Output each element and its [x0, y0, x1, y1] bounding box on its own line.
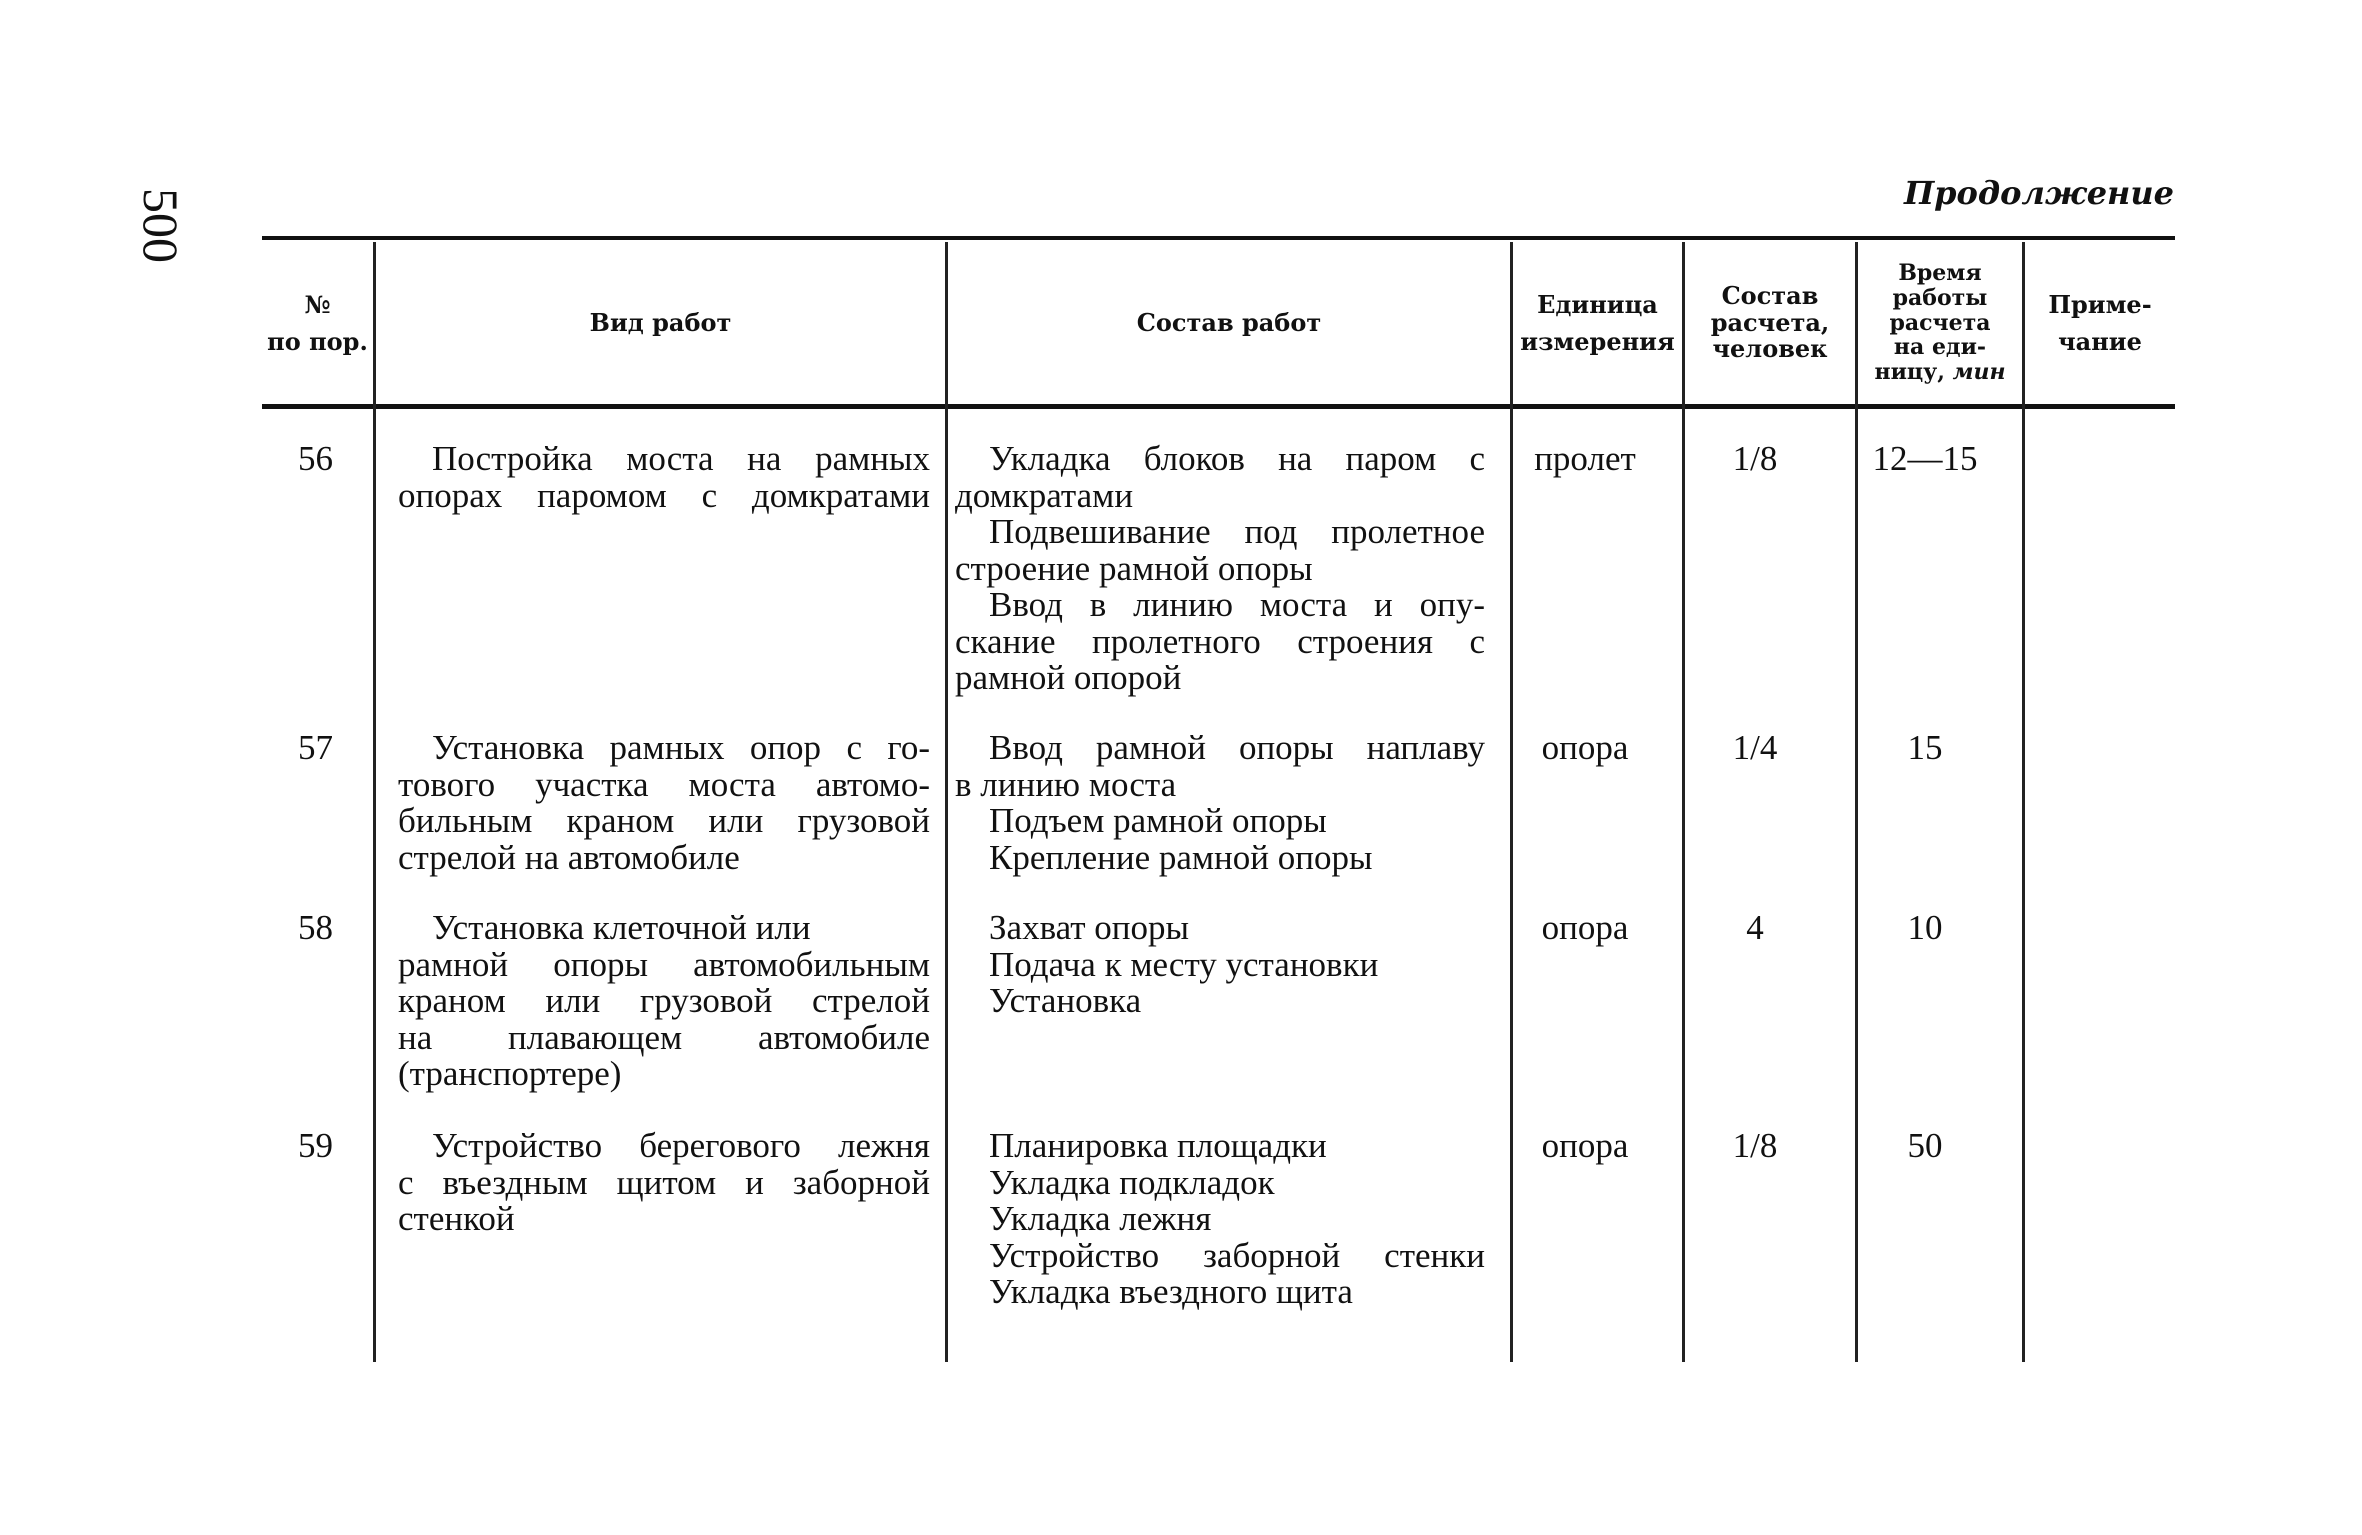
work-composition: Укладка блоков на паром с домкратами Подвешивание под пролетное строение рамной опоры Ввод в линию моста и опу- скание пролетного строения с рамной опорой [955, 439, 1485, 697]
work-composition: Ввод рамной опоры наплаву в линию моста Подъем рамной опоры Крепление рамной опоры [955, 728, 1485, 877]
column-divider [1855, 242, 1858, 1362]
row-number: 56 [298, 439, 333, 478]
column-divider [1510, 242, 1513, 1362]
time-unit: мин [1952, 358, 2006, 385]
header-crew: Состав расчета, человек [1710, 280, 1830, 364]
work-composition: Планировка площадки Укладка подкладок Укладка лежня Устройство заборной стенки Укладка въездного щита [989, 1126, 1485, 1311]
header-note: Приме- чание [2048, 289, 2152, 356]
unit-value: опора [1541, 728, 1629, 767]
time-value: 50 [1907, 1126, 1943, 1165]
time-value: 12—15 [1872, 439, 1978, 478]
continuation-label: Продолжение [1903, 174, 2174, 212]
work-type: Устройство берегового лежня с въездным щитом и заборной стенкой [398, 1126, 930, 1238]
header-work-composition: Состав работ [1136, 308, 1322, 338]
header-unit: Единица измерения [1520, 289, 1675, 356]
table-top-rule [262, 236, 2175, 240]
unit-value: опора [1541, 908, 1629, 947]
crew-value: 1/8 [1732, 439, 1778, 478]
unit-value: опора [1541, 1126, 1629, 1165]
work-type: Установка клеточной или рамной опоры автомобильным краном или грузовой стрелой на плавающем автомобиле (транспортере) [398, 908, 930, 1093]
header-time: Время работы расчета на еди- ницу, мин [1874, 260, 2006, 385]
header-work-type: Вид работ [589, 308, 732, 338]
time-value: 10 [1907, 908, 1943, 947]
column-divider [1682, 242, 1685, 1362]
time-value: 15 [1907, 728, 1943, 767]
work-type: Постройка моста на рамных опорах паромом с домкратами [398, 439, 930, 515]
crew-value: 1/4 [1732, 728, 1778, 767]
unit-value: пролет [1534, 439, 1636, 478]
page-number: 500 [133, 188, 189, 263]
column-divider [373, 242, 376, 1362]
column-divider [945, 242, 948, 1362]
header-number: № по пор. [267, 289, 368, 356]
crew-value: 1/8 [1732, 1126, 1778, 1165]
crew-value: 4 [1746, 908, 1764, 947]
work-composition: Захват опоры Подача к месту установки Установка [989, 908, 1379, 1020]
row-number: 57 [298, 728, 333, 767]
work-type: Установка рамных опор с го- тового участка моста автомо- бильным краном или грузовой стрелой на автомобиле [398, 728, 930, 877]
column-divider [2022, 242, 2025, 1362]
row-number: 59 [298, 1126, 333, 1165]
row-number: 58 [298, 908, 333, 947]
table-header-rule [262, 404, 2175, 409]
